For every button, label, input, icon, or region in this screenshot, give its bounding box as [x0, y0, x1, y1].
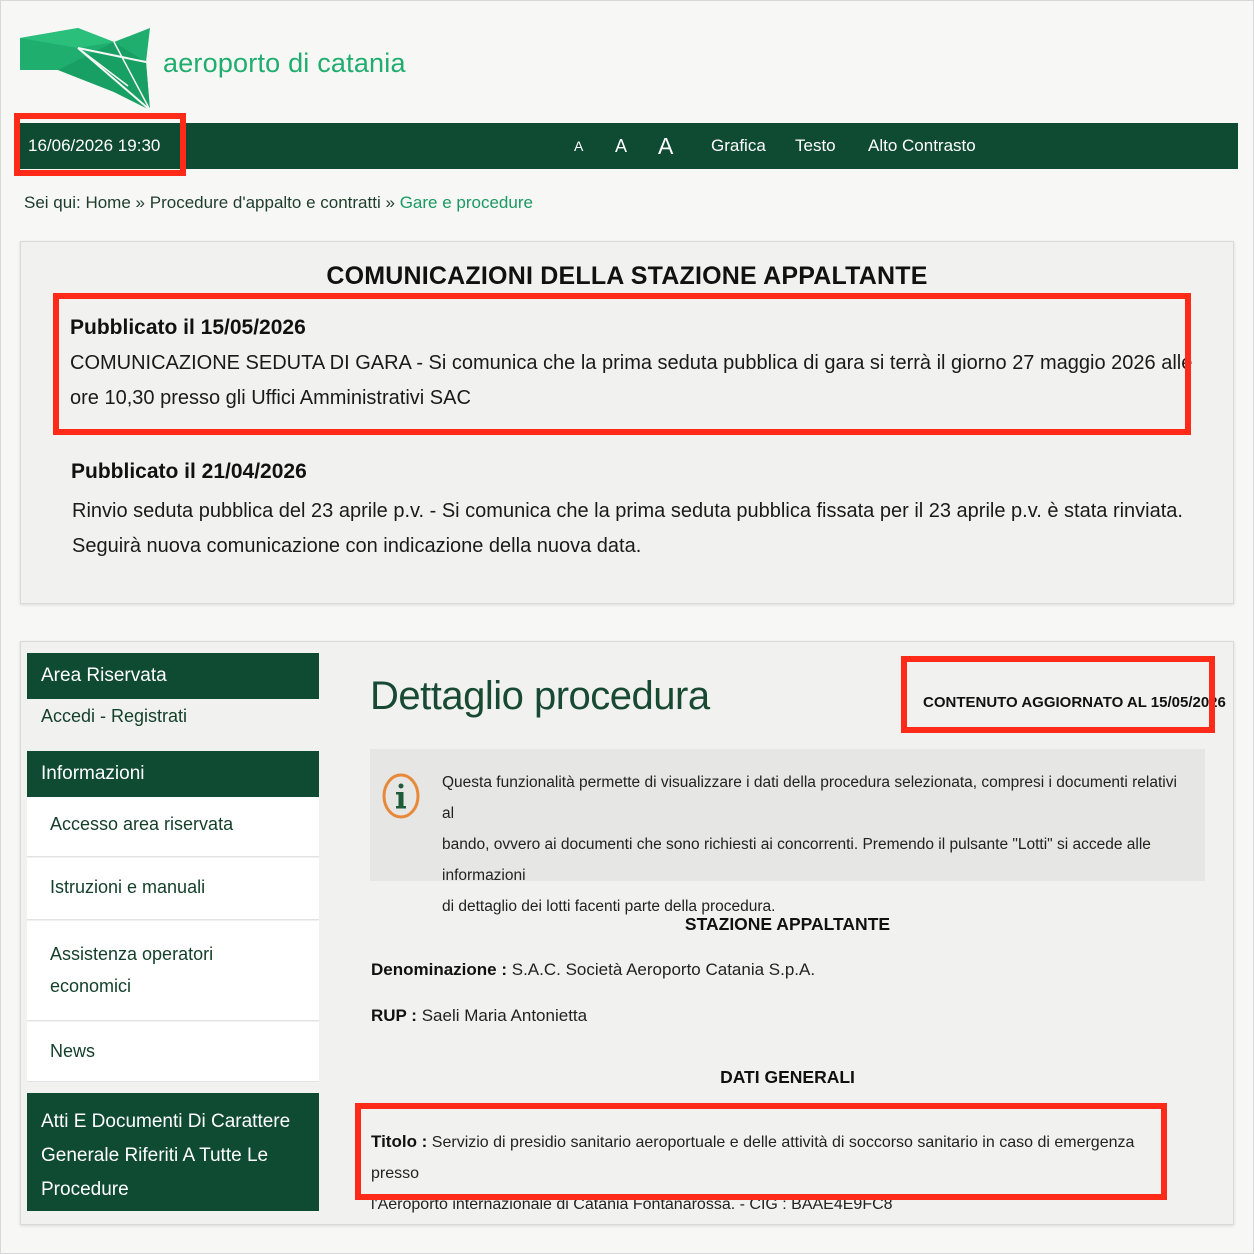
titolo-line: l'Aeroporto internazionale di Catania Fontanarossa. - CIG : BAAE4E9FC8 — [371, 1196, 893, 1213]
procedure-detail-panel — [20, 641, 1234, 1225]
sidebar-item-label: Assistenza operatori — [50, 944, 214, 964]
field-titolo — [371, 1126, 1171, 1220]
communication-date: Pubblicato il 21/04/2026 — [71, 460, 307, 483]
accedi-registrati-link[interactable]: Accedi - Registrati — [41, 706, 188, 726]
section-title-stazione-appaltante: STAZIONE APPALTANTE — [684, 914, 891, 934]
grafica-button[interactable]: Grafica — [711, 136, 766, 155]
breadcrumb — [24, 193, 533, 213]
breadcrumb-separator: » — [385, 193, 395, 212]
font-size-large-button[interactable]: A — [658, 133, 674, 159]
info-line: Questa funzionalità permette di visualizzare i dati della procedura selezionata, compresi i documenti relativi al — [442, 774, 1177, 822]
field-value: Servizio di presidio sanitario aeroportuale e delle attività di soccorso sanitario in caso di emergenza presso — [371, 1134, 1135, 1182]
field-label: Denominazione : — [371, 960, 508, 979]
alto-contrasto-button[interactable]: Alto Contrasto — [868, 136, 976, 155]
info-line: di dettaglio dei lotti facenti parte della procedura. — [442, 898, 776, 915]
field-denominazione — [371, 960, 815, 980]
breadcrumb-home-link[interactable]: Home — [85, 193, 131, 212]
field-rup — [371, 1006, 587, 1026]
page-title: Dettaglio procedura — [370, 674, 710, 718]
font-size-small-button[interactable]: A — [574, 138, 584, 154]
brand-name: aeroporto di catania — [163, 48, 406, 78]
titolo-line — [371, 1126, 1171, 1189]
last-updated-label: CONTENUTO AGGIORNATO AL 15/05/2026 — [923, 694, 1226, 711]
field-label: RUP : — [371, 1006, 417, 1025]
breadcrumb-current[interactable]: Gare e procedure — [399, 193, 533, 212]
communication-date: Pubblicato il 15/05/2026 — [70, 316, 306, 339]
sidebar-heading-area-riservata: Area Riservata — [27, 653, 319, 699]
communication-line: Rinvio seduta pubblica del 23 aprile p.v. - Si comunica che la prima seduta pubblica fissata per il 23 aprile p.v. è stata rinviata. — [72, 500, 1183, 522]
info-line: bando, ovvero ai documenti che sono richiesti ai concorrenti. Premendo il pulsante "Lotti" si accede alle informazioni — [442, 836, 1151, 884]
testo-button[interactable]: Testo — [795, 136, 836, 155]
communication-text — [70, 346, 1192, 416]
sidebar-item-atti-documenti[interactable] — [27, 1093, 319, 1211]
sidebar-item-news[interactable]: News — [27, 1022, 319, 1082]
field-value: Saeli Maria Antonietta — [421, 1006, 588, 1025]
communication-line: ore 10,30 presso gli Uffici Amministrativi SAC — [70, 387, 471, 409]
communication-line: COMUNICAZIONE SEDUTA DI GARA - Si comunica che la prima seduta pubblica di gara si terrà il giorno 27 maggio 2026 alle — [70, 352, 1193, 374]
breadcrumb-procedure-link[interactable]: Procedure d'appalto e contratti — [149, 193, 381, 212]
current-date-time: 16/06/2026 19:30 — [28, 136, 161, 155]
field-value: S.A.C. Società Aeroporto Catania S.p.A. — [511, 960, 816, 979]
sidebar-item-label: economici — [50, 976, 132, 996]
sidebar-item-accesso-area-riservata[interactable]: Accesso area riservata — [27, 797, 319, 857]
section-title-dati-generali: DATI GENERALI — [720, 1067, 855, 1087]
top-toolbar — [18, 123, 1238, 169]
sidebar-heading-informazioni: Informazioni — [27, 751, 319, 797]
breadcrumb-prefix: Sei qui: — [24, 193, 81, 212]
info-circle-icon — [382, 773, 420, 819]
airport-logo-icon[interactable] — [18, 26, 158, 112]
sidebar-item-label: Generale Riferiti A Tutte Le — [41, 1145, 269, 1166]
breadcrumb-separator: » — [135, 193, 145, 212]
font-size-medium-button[interactable]: A — [615, 136, 628, 156]
sidebar-item-istruzioni-manuali[interactable]: Istruzioni e manuali — [27, 858, 319, 920]
communication-line: Seguirà nuova comunicazione con indicazione della nuova data. — [72, 535, 642, 557]
sidebar-item-label: Atti E Documenti Di Carattere — [41, 1111, 291, 1132]
comunicazioni-panel — [20, 241, 1234, 604]
comunicazioni-title: COMUNICAZIONI DELLA STAZIONE APPALTANTE — [326, 262, 928, 290]
sidebar-item-label: Procedure — [41, 1179, 129, 1200]
field-label: Titolo : — [371, 1132, 428, 1151]
sidebar-item-assistenza-operatori[interactable] — [27, 921, 319, 1021]
communication-text — [72, 494, 1183, 564]
info-text — [442, 767, 1192, 922]
info-box — [370, 749, 1205, 915]
